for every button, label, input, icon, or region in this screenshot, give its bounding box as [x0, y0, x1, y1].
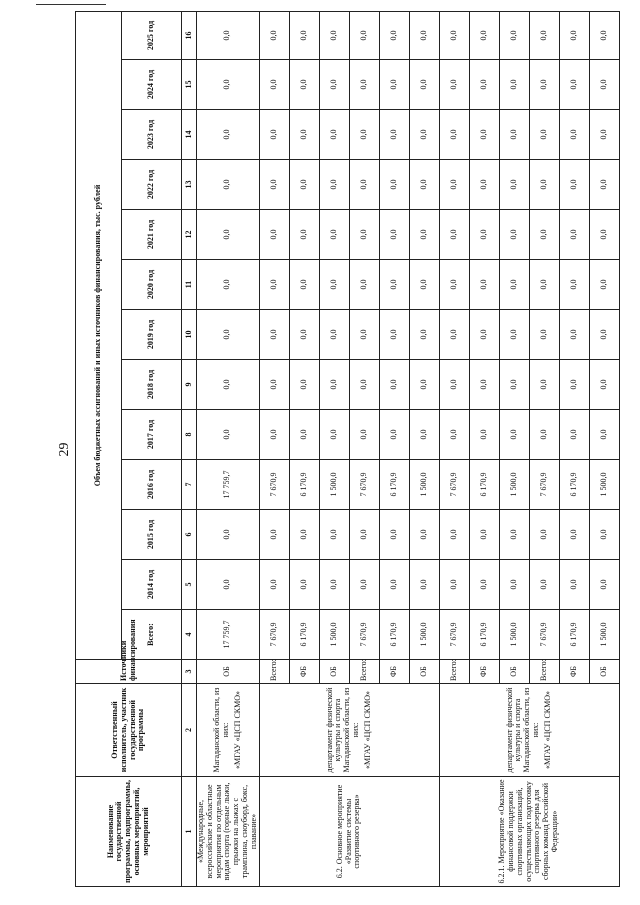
header-total: Всего:	[122, 610, 182, 660]
top-rule	[36, 4, 106, 5]
value-cell: 0,0	[259, 210, 289, 260]
value-cell: 0,0	[499, 560, 529, 610]
value-cell: 0,0	[409, 160, 439, 210]
value-cell: 1 500,0	[409, 460, 439, 510]
row-source: ОБ	[589, 660, 619, 684]
value-cell: 0,0	[559, 60, 589, 110]
value-cell: 0,0	[319, 110, 349, 160]
column-number: 11	[182, 260, 197, 310]
column-number: 15	[182, 60, 197, 110]
value-cell: 0,0	[499, 410, 529, 460]
row-executor	[197, 684, 260, 777]
header-year: 2024 год	[122, 60, 182, 110]
value-cell: 0,0	[289, 360, 319, 410]
value-cell: 0,0	[589, 410, 619, 460]
value-cell: 0,0	[259, 260, 289, 310]
row-source: Всего:	[439, 660, 469, 684]
column-number: 1	[182, 777, 197, 887]
value-cell: 6 170,9	[289, 460, 319, 510]
value-cell: 0,0	[319, 160, 349, 210]
value-cell: 0,0	[409, 210, 439, 260]
value-cell: 0,0	[289, 160, 319, 210]
value-cell: 0,0	[589, 310, 619, 360]
value-cell: 0,0	[529, 60, 559, 110]
value-cell: 0,0	[379, 110, 409, 160]
header-year: 2021 год	[122, 210, 182, 260]
executor-line: «МГАУ «ЦСП СКМО»	[542, 690, 552, 770]
value-cell: 0,0	[379, 410, 409, 460]
column-number: 3	[182, 660, 197, 684]
value-cell: 0,0	[499, 310, 529, 360]
value-cell: 0,0	[439, 160, 469, 210]
value-cell: 0,0	[589, 110, 619, 160]
column-number: 12	[182, 210, 197, 260]
header-year: 2014 год	[122, 560, 182, 610]
value-cell: 0,0	[259, 60, 289, 110]
value-cell: 0,0	[349, 510, 379, 560]
value-cell: 0,0	[409, 410, 439, 460]
table-body	[197, 11, 620, 886]
value-cell: 0,0	[197, 560, 260, 610]
value-cell: 6 170,9	[469, 460, 499, 510]
column-number: 7	[182, 460, 197, 510]
value-cell: 0,0	[409, 11, 439, 59]
value-cell: 0,0	[197, 260, 260, 310]
value-cell: 0,0	[349, 160, 379, 210]
value-cell: 0,0	[289, 510, 319, 560]
table-row	[439, 11, 469, 886]
value-cell: 0,0	[529, 11, 559, 59]
value-cell: 0,0	[289, 410, 319, 460]
row-name: 6.2. Основное мероприятие «Развитие системы спортивного резерва»	[259, 777, 439, 887]
value-cell: 0,0	[349, 110, 379, 160]
value-cell: 7 670,9	[439, 460, 469, 510]
row-source: Всего:	[529, 660, 559, 684]
value-cell: 0,0	[379, 360, 409, 410]
value-cell: 0,0	[289, 310, 319, 360]
header-year: 2018 год	[122, 360, 182, 410]
value-cell: 0,0	[439, 60, 469, 110]
value-cell: 0,0	[469, 210, 499, 260]
value-cell: 0,0	[259, 160, 289, 210]
value-cell: 1 500,0	[409, 610, 439, 660]
value-cell: 0,0	[319, 510, 349, 560]
value-cell: 0,0	[349, 11, 379, 59]
value-cell: 0,0	[559, 110, 589, 160]
value-cell: 0,0	[529, 160, 559, 210]
table-row	[197, 11, 260, 886]
value-cell: 7 670,9	[349, 610, 379, 660]
value-cell: 0,0	[589, 11, 619, 59]
column-numbers-row	[182, 11, 197, 886]
value-cell: 0,0	[559, 160, 589, 210]
value-cell: 0,0	[319, 310, 349, 360]
value-cell: 0,0	[349, 210, 379, 260]
value-cell: 0,0	[289, 210, 319, 260]
value-cell: 0,0	[499, 110, 529, 160]
value-cell: 0,0	[559, 560, 589, 610]
value-cell: 6 170,9	[469, 610, 499, 660]
value-cell: 0,0	[197, 160, 260, 210]
value-cell: 0,0	[469, 110, 499, 160]
column-number: 4	[182, 610, 197, 660]
row-source: ОБ	[409, 660, 439, 684]
value-cell: 0,0	[319, 60, 349, 110]
value-cell: 0,0	[379, 310, 409, 360]
row-executor	[259, 684, 439, 777]
value-cell: 0,0	[197, 310, 260, 360]
value-cell: 0,0	[379, 560, 409, 610]
value-cell: 1 500,0	[319, 610, 349, 660]
value-cell: 7 670,9	[529, 460, 559, 510]
value-cell: 0,0	[197, 360, 260, 410]
row-source: ФБ	[559, 660, 589, 684]
executor-line: Магаданской области, из них:	[212, 687, 230, 773]
page-number: 29	[57, 442, 72, 457]
value-cell: 0,0	[349, 310, 379, 360]
column-number: 2	[182, 684, 197, 777]
value-cell: 0,0	[499, 160, 529, 210]
value-cell: 6 170,9	[289, 610, 319, 660]
value-cell: 0,0	[197, 510, 260, 560]
value-cell: 0,0	[589, 360, 619, 410]
executor-line: департамент физической культуры и спорта Магаданской области, из них:	[324, 687, 360, 773]
column-number: 13	[182, 160, 197, 210]
header-year: 2015 год	[122, 510, 182, 560]
value-cell: 0,0	[439, 510, 469, 560]
value-cell: 17 759,7	[197, 460, 260, 510]
financing-table	[75, 11, 620, 887]
value-cell: 0,0	[379, 160, 409, 210]
value-cell: 0,0	[469, 510, 499, 560]
row-source: Всего:	[349, 660, 379, 684]
value-cell: 0,0	[259, 410, 289, 460]
value-cell: 0,0	[439, 260, 469, 310]
executor-line: «МГАУ «ЦСП СКМО»	[362, 690, 372, 770]
value-cell: 0,0	[529, 110, 559, 160]
value-cell: 6 170,9	[559, 610, 589, 660]
value-cell: 0,0	[529, 560, 559, 610]
value-cell: 0,0	[469, 60, 499, 110]
column-number: 8	[182, 410, 197, 460]
value-cell: 0,0	[409, 510, 439, 560]
header-year: 2016 год	[122, 460, 182, 510]
value-cell: 0,0	[469, 310, 499, 360]
value-cell: 0,0	[197, 210, 260, 260]
value-cell: 0,0	[559, 11, 589, 59]
value-cell: 7 670,9	[529, 610, 559, 660]
value-cell: 0,0	[349, 560, 379, 610]
row-source: Всего:	[259, 660, 289, 684]
value-cell: 6 170,9	[379, 610, 409, 660]
value-cell: 0,0	[319, 11, 349, 59]
value-cell: 0,0	[529, 210, 559, 260]
column-number: 6	[182, 510, 197, 560]
value-cell: 0,0	[409, 60, 439, 110]
value-cell: 0,0	[259, 360, 289, 410]
value-cell: 0,0	[319, 410, 349, 460]
value-cell: 0,0	[197, 110, 260, 160]
value-cell: 0,0	[529, 510, 559, 560]
value-cell: 0,0	[289, 11, 319, 59]
header-executor: Ответственный исполнитель, участник государственной программы	[76, 684, 182, 777]
executor-line: «МГАУ «ЦСП СКМО»	[232, 690, 242, 770]
value-cell: 0,0	[379, 510, 409, 560]
value-cell: 7 670,9	[439, 610, 469, 660]
value-cell: 0,0	[439, 410, 469, 460]
value-cell: 7 670,9	[259, 610, 289, 660]
value-cell: 0,0	[589, 210, 619, 260]
column-number: 9	[182, 360, 197, 410]
value-cell: 6 170,9	[379, 460, 409, 510]
value-cell: 0,0	[529, 360, 559, 410]
value-cell: 0,0	[589, 510, 619, 560]
row-source: ФБ	[289, 660, 319, 684]
value-cell: 0,0	[409, 560, 439, 610]
column-number: 5	[182, 560, 197, 610]
header-source: Источники финансирования	[76, 660, 182, 684]
value-cell: 0,0	[259, 110, 289, 160]
value-cell: 0,0	[259, 11, 289, 59]
header-name: Наименование государственной программы, подпрограммы, основных мероприятий, мероприятий	[76, 777, 182, 887]
value-cell: 0,0	[439, 110, 469, 160]
header-year: 2022 год	[122, 160, 182, 210]
value-cell: 0,0	[469, 560, 499, 610]
value-cell: 0,0	[289, 110, 319, 160]
value-cell: 6 170,9	[559, 460, 589, 510]
value-cell: 0,0	[197, 410, 260, 460]
value-cell: 0,0	[349, 260, 379, 310]
value-cell: 0,0	[349, 60, 379, 110]
executor-line: департамент физической культуры и спорта Магаданской области, из них:	[504, 687, 540, 773]
value-cell: 17 759,7	[197, 610, 260, 660]
value-cell: 0,0	[197, 60, 260, 110]
value-cell: 1 500,0	[319, 460, 349, 510]
value-cell: 0,0	[197, 11, 260, 59]
value-cell: 0,0	[469, 410, 499, 460]
value-cell: 0,0	[439, 210, 469, 260]
column-number: 14	[182, 110, 197, 160]
value-cell: 0,0	[589, 560, 619, 610]
value-cell: 0,0	[319, 210, 349, 260]
value-cell: 0,0	[559, 210, 589, 260]
value-cell: 1 500,0	[499, 460, 529, 510]
value-cell: 0,0	[259, 510, 289, 560]
value-cell: 0,0	[499, 210, 529, 260]
header-year: 2020 год	[122, 260, 182, 310]
value-cell: 0,0	[379, 60, 409, 110]
value-cell: 0,0	[409, 110, 439, 160]
value-cell: 0,0	[439, 11, 469, 59]
value-cell: 0,0	[469, 360, 499, 410]
value-cell: 0,0	[589, 260, 619, 310]
value-cell: 0,0	[349, 410, 379, 460]
value-cell: 1 500,0	[589, 610, 619, 660]
header-year: 2023 год	[122, 110, 182, 160]
value-cell: 0,0	[439, 560, 469, 610]
value-cell: 0,0	[559, 510, 589, 560]
header-year: 2025 год	[122, 11, 182, 59]
column-number: 10	[182, 310, 197, 360]
value-cell: 0,0	[559, 360, 589, 410]
value-cell: 0,0	[529, 310, 559, 360]
value-cell: 7 670,9	[259, 460, 289, 510]
value-cell: 0,0	[499, 60, 529, 110]
row-source: ОБ	[319, 660, 349, 684]
value-cell: 0,0	[499, 510, 529, 560]
row-source: ФБ	[379, 660, 409, 684]
row-source: ФБ	[469, 660, 499, 684]
table-row	[259, 11, 289, 886]
value-cell: 0,0	[349, 360, 379, 410]
header-volume: Объем бюджетных ассигнований и иных источников финансирования, тыс. рублей	[76, 11, 122, 659]
value-cell: 0,0	[469, 260, 499, 310]
value-cell: 0,0	[499, 360, 529, 410]
value-cell: 0,0	[409, 360, 439, 410]
value-cell: 0,0	[469, 160, 499, 210]
row-source: ОБ	[197, 660, 260, 684]
value-cell: 0,0	[439, 360, 469, 410]
value-cell: 0,0	[379, 210, 409, 260]
row-name: 6.2.1. Мероприятие «Оказание финансовой поддержки спортивных организаций, осуществляющих подготовку спортивного резерва для сборных команд Российской Федерации»	[439, 777, 619, 887]
value-cell: 0,0	[469, 11, 499, 59]
value-cell: 7 670,9	[349, 460, 379, 510]
value-cell: 0,0	[499, 260, 529, 310]
value-cell: 0,0	[289, 260, 319, 310]
value-cell: 1 500,0	[499, 610, 529, 660]
value-cell: 0,0	[289, 560, 319, 610]
value-cell: 0,0	[409, 310, 439, 360]
value-cell: 0,0	[319, 260, 349, 310]
value-cell: 0,0	[319, 560, 349, 610]
value-cell: 0,0	[409, 260, 439, 310]
value-cell: 0,0	[439, 310, 469, 360]
value-cell: 0,0	[259, 310, 289, 360]
row-name: «Международные, всероссийские и областные мероприятия по отдельным видам спорта (горные лыжи, прыжки на лыжах с трамплина, сноуборд, бокс, плавание»	[197, 777, 260, 887]
rotated-page	[55, 12, 608, 887]
value-cell: 0,0	[559, 410, 589, 460]
value-cell: 0,0	[319, 360, 349, 410]
header-year: 2017 год	[122, 410, 182, 460]
value-cell: 0,0	[499, 11, 529, 59]
row-source: ОБ	[499, 660, 529, 684]
value-cell: 0,0	[379, 11, 409, 59]
value-cell: 0,0	[289, 60, 319, 110]
value-cell: 0,0	[379, 260, 409, 310]
value-cell: 0,0	[559, 310, 589, 360]
value-cell: 0,0	[559, 260, 589, 310]
value-cell: 1 500,0	[589, 460, 619, 510]
value-cell: 0,0	[589, 160, 619, 210]
header-year: 2019 год	[122, 310, 182, 360]
value-cell: 0,0	[589, 60, 619, 110]
value-cell: 0,0	[529, 260, 559, 310]
value-cell: 0,0	[259, 560, 289, 610]
value-cell: 0,0	[529, 410, 559, 460]
row-executor	[439, 684, 619, 777]
column-number: 16	[182, 11, 197, 59]
